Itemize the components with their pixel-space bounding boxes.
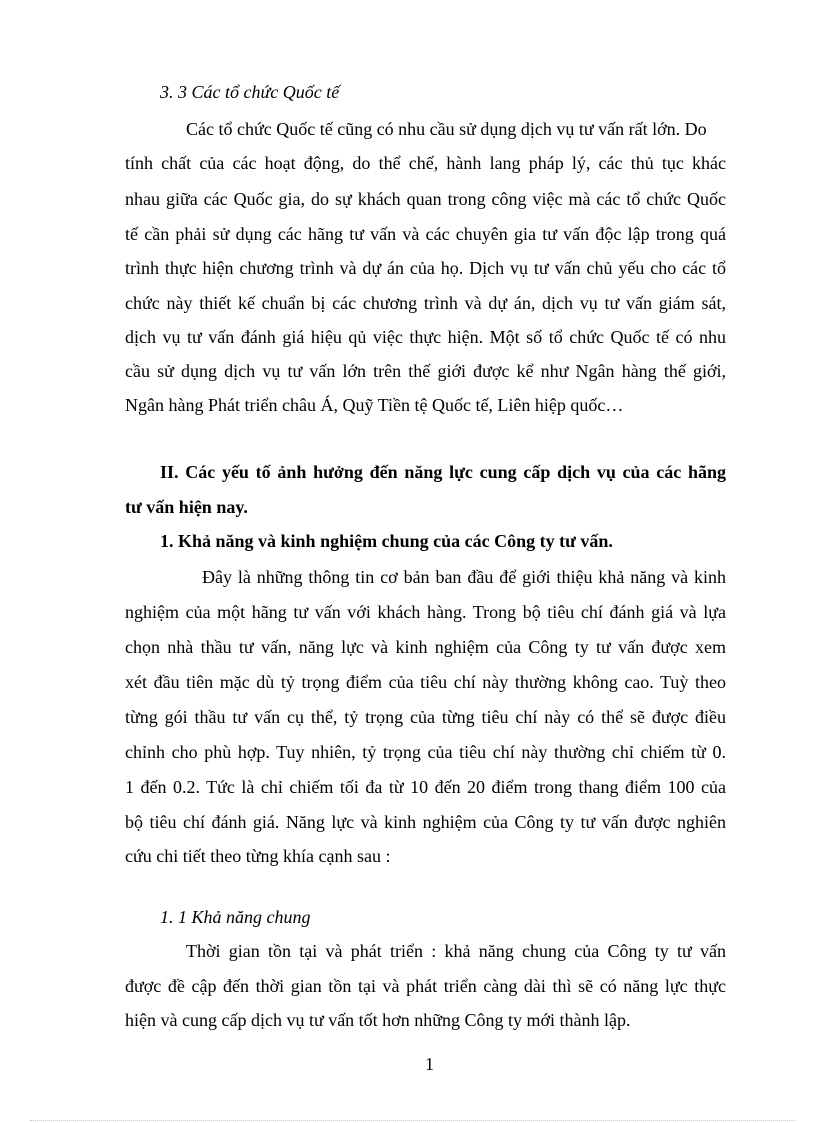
page-number: 1 (425, 1054, 434, 1074)
paragraph-line: dịch vụ tư vấn đánh giá hiệu qủ việc thực hiện. Một số tổ chức Quốc tế có nhu (125, 327, 726, 347)
paragraph-line: từng gói thầu tư vấn cụ thể, tỷ trọng của từng tiêu chí này có thể sẽ được điều (125, 707, 726, 727)
paragraph-line: tế cần phải sử dụng các hãng tư vấn và các chuyên gia tư vấn độc lập trong quá (125, 224, 726, 244)
paragraph-line: trình thực hiện chương trình và dự án của họ. Dịch vụ tư vấn chủ yếu cho các tổ (125, 258, 726, 278)
section-3-3-heading: 3. 3 Các tổ chức Quốc tế (160, 82, 340, 102)
section-1-heading: 1. Khả năng và kinh nghiệm chung của các Công ty tư vấn. (160, 531, 613, 551)
paragraph-line: Đây là những thông tin cơ bản ban đầu để giới thiệu khả năng và kinh (202, 567, 726, 587)
paragraph-line: nhau giữa các Quốc gia, do sự khách quan trong công việc mà các tổ chức Quốc (125, 189, 726, 209)
paragraph-line: nghiệm của một hãng tư vấn với khách hàng. Trong bộ tiêu chí đánh giá và lựa (125, 602, 726, 622)
paragraph-line: cầu sử dụng dịch vụ tư vấn lớn trên thế giới được kể như Ngân hàng thế giới, (125, 361, 726, 381)
paragraph-line: xét đầu tiên mặc dù tỷ trọng điểm của tiêu chí này thường không cao. Tuỳ theo (125, 672, 726, 692)
paragraph-line: chức này thiết kế chuẩn bị các chương trình và dự án, dịch vụ tư vấn giám sát, (125, 293, 726, 313)
paragraph-line: Ngân hàng Phát triển châu Á, Quỹ Tiền tệ Quốc tế, Liên hiệp quốc… (125, 395, 624, 415)
paragraph-line: cứu chi tiết theo từng khía cạnh sau : (125, 846, 391, 866)
section-1-1-heading: 1. 1 Khả năng chung (160, 907, 311, 927)
paragraph-line: Thời gian tồn tại và phát triển : khả năng chung của Công ty tư vấn (186, 941, 726, 961)
section-II-heading-cont: tư vấn hiện nay. (125, 497, 248, 517)
paragraph-line: bộ tiêu chí đánh giá. Năng lực và kinh nghiệm của Công ty tư vấn được nghiên (125, 812, 726, 832)
paragraph-line: chọn nhà thầu tư vấn, năng lực và kinh nghiệm của Công ty tư vấn được xem (125, 637, 726, 657)
paragraph-line: được đề cập đến thời gian tồn tại và phát triển càng dài thì sẽ có năng lực thực (125, 976, 726, 996)
paragraph-line: chỉnh cho phù hợp. Tuy nhiên, tỷ trọng của tiêu chí này thường chỉ chiếm từ 0. (125, 742, 726, 762)
footer-divider (30, 1120, 796, 1121)
section-II-heading: II. Các yếu tố ảnh hưởng đến năng lực cung cấp dịch vụ của các hãng (160, 462, 726, 482)
paragraph-line: Các tổ chức Quốc tế cũng có nhu cầu sử dụng dịch vụ tư vấn rất lớn. Do (186, 119, 707, 139)
paragraph-line: tính chất của các hoạt động, do thể chế, hành lang pháp lý, các thủ tục khác (125, 153, 726, 173)
paragraph-line: 1 đến 0.2. Tức là chỉ chiếm tối đa từ 10 đến 20 điểm trong thang điểm 100 của (125, 777, 726, 797)
paragraph-line: hiện và cung cấp dịch vụ tư vấn tốt hơn những Công ty mới thành lập. (125, 1010, 631, 1030)
